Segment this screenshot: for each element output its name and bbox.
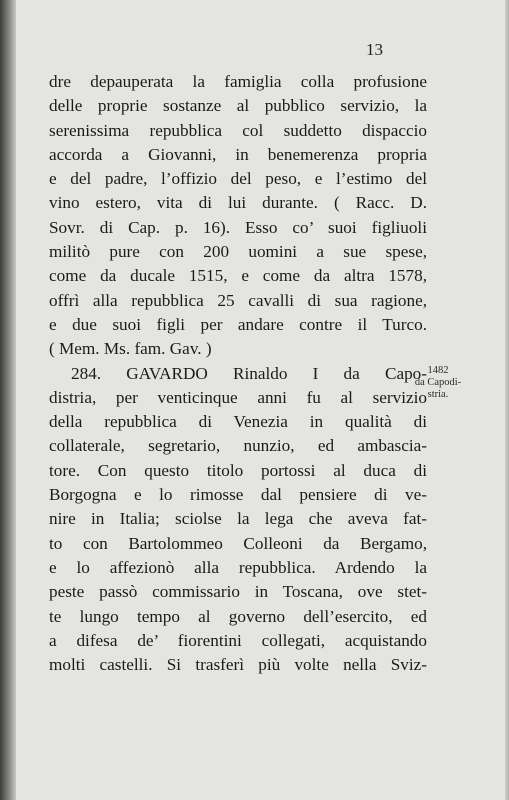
text-line: a difesa de’ fiorentini collegati, acquistando [49,630,427,650]
text-line: accorda a Giovanni, in benemerenza propria [49,144,427,164]
text-line: ( Mem. Ms. fam. Gav. ) [49,339,212,359]
text-line: e del padre, l’offizio del peso, e l’estimo del [49,169,427,189]
text-line: Sovr. di Cap. p. 16). Esso co’ suoi figliuoli [49,217,427,237]
text-line: e lo affezionò alla repubblica. Ardendo la [49,557,427,577]
text-line: delle proprie sostanze al pubblico servizio, la [49,96,427,116]
text-line: della repubblica di Venezia in qualità di [49,412,427,432]
entry-heading-line: 284. GAVARDO Rinaldo I da Capo- [71,363,427,383]
margin-note-place: da Capodi- [414,377,462,388]
text-line: peste passò commissario in Toscana, ove stet- [49,582,427,602]
text-line: offrì alla repubblica 25 cavalli di sua ragione, [49,290,427,310]
body-text [49,70,427,677]
page-number: 13 [366,40,383,59]
text-line: te lungo tempo al governo dell’esercito, ed [49,606,427,626]
text-line: serenissima repubblica col suddetto dispaccio [49,120,427,140]
margin-note-place: stria. [427,389,449,400]
text-line: nire in Italia; sciolse la lega che aveva fat- [49,509,427,529]
scan-binding-edge [0,0,16,800]
text-line: tore. Con questo titolo portossi al duca di [49,460,427,480]
text-line: come da ducale 1515, e come da altra 1578, [49,266,427,286]
book-page [16,0,505,800]
text-line: vino estero, vita di lui durante. ( Racc. D. [49,193,427,213]
margin-note-year: 1482 [427,365,449,376]
text-line: molti castelli. Si trasferì più volte nella Sviz- [49,655,427,675]
margin-note [408,365,468,401]
text-line: e due suoi figli per andare contre il Turco. [49,314,427,334]
scan-right-edge [505,0,509,800]
text-line: distria, per venticinque anni fu al servizio [49,387,427,407]
text-line: to con Bartolommeo Colleoni da Bergamo, [49,533,427,553]
text-line: collaterale, segretario, nunzio, ed ambascia- [49,436,427,456]
text-line: Borgogna e lo rimosse dal pensiere di ve- [49,485,427,505]
text-line: militò pure con 200 uomini a sue spese, [49,242,427,262]
text-line: dre depauperata la famiglia colla profusione [49,72,427,91]
